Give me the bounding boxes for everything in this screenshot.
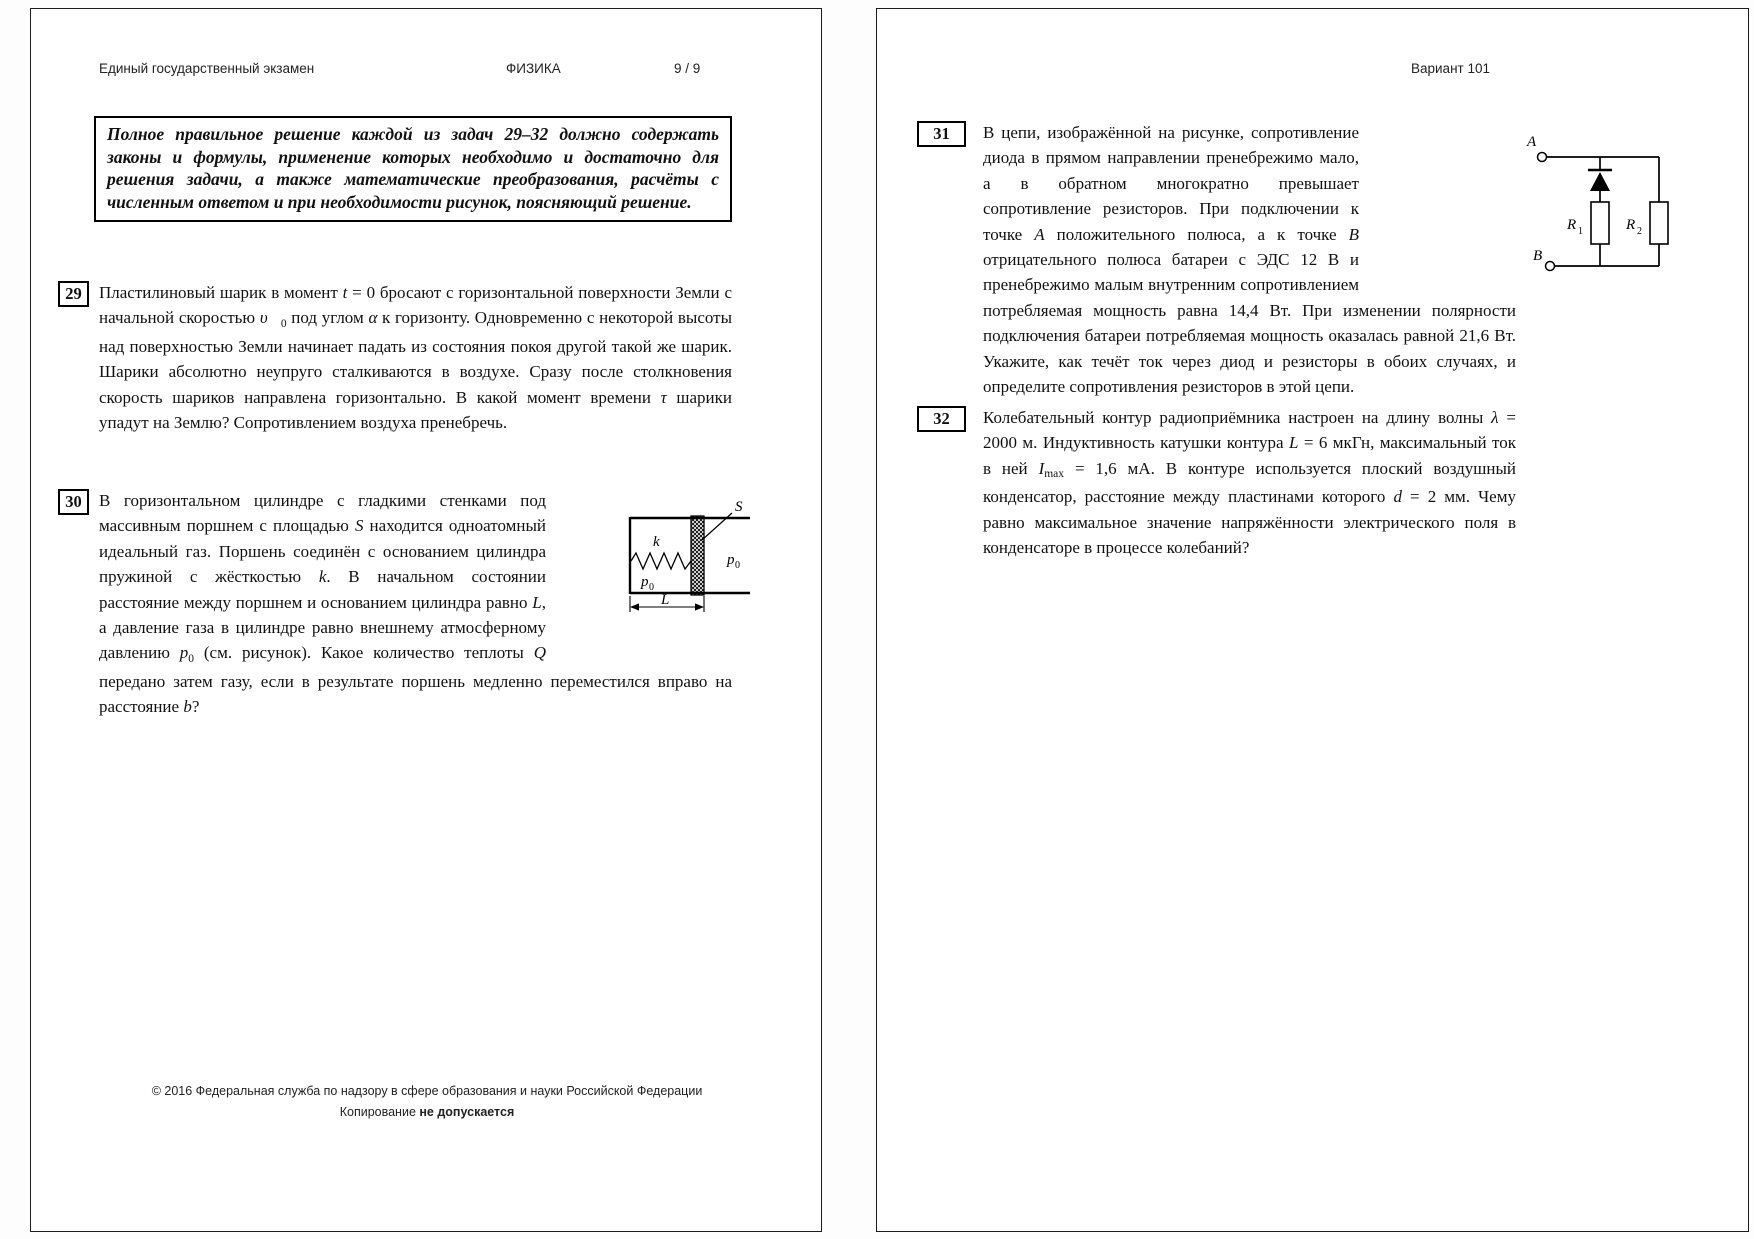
page-footer <box>46 1081 808 1123</box>
figure-31-circuit <box>1359 120 1642 290</box>
piston-icon <box>691 516 704 595</box>
problem-29-text: Пластилиновый шарик в момент t = 0 бросают с горизонтальной поверхности Земли с начальной скоростью $\upsilon⃗_0$ под углом α к горизонту. Одновременно с некоторой высоты над поверхностью Земли начинает падать из состояния покоя другой такой же шарик. Шарики абсолютно неупруго сталкиваются в воздухе. Сразу после столкновения скорость шариков направлена горизонтально. В какой момент времени τ шарики упадут на Землю? Сопротивлением воздуха пренебречь. <box>99 283 733 433</box>
problem-32-number: 32 <box>917 406 966 432</box>
header-page-number: 9 / 9 <box>674 61 701 76</box>
figure-30-cylinder <box>546 488 743 658</box>
footer-copy-notice <box>46 1102 808 1123</box>
header-subject: ФИЗИКА <box>506 61 561 76</box>
spring-icon <box>631 553 691 569</box>
gas-pressure-sub: 0 <box>649 582 654 593</box>
header-exam-name: Единый государственный экзамен <box>99 61 315 76</box>
resistor-r1-label: R <box>1567 217 1577 233</box>
resistor-r2-icon <box>1650 202 1668 244</box>
page-right <box>876 8 1749 1232</box>
length-label: L <box>661 592 670 608</box>
footer-copy-bold: не допускается <box>419 1105 515 1119</box>
problem-30-number: 30 <box>58 489 89 515</box>
gas-pressure-label: p <box>641 574 649 590</box>
footer-copyright: © 2016 Федеральная служба по надзору в сфере образования и науки Российской Федерации <box>151 1084 703 1098</box>
piston-area-label: S <box>735 499 743 515</box>
problem-31 <box>933 120 1642 399</box>
outside-pressure-sub: 0 <box>735 560 740 571</box>
problem-29 <box>65 280 733 435</box>
problem-29-number: 29 <box>58 281 89 307</box>
spring-stiffness-label: k <box>653 534 660 550</box>
header-variant: Вариант 101 <box>1411 61 1490 76</box>
terminal-a <box>1538 153 1547 162</box>
arrowhead-left <box>630 603 639 610</box>
problem-30 <box>65 488 743 720</box>
resistor-r2-sub: 2 <box>1637 226 1642 237</box>
terminal-b-label: B <box>1533 248 1543 264</box>
problem-32 <box>933 405 1517 560</box>
diode-resistor-circuit <box>1523 130 1673 274</box>
problem-32-text: Колебательный контур радиоприёмника настроен на длину волны λ = 2000 м. Индуктивность катушки контура L = 6 мкГн, максимальный ток в ней $I_{max} = 1,6$ мА. В контуре используется плоский воздушный конденсатор, расстояние между пластинами которого d = 2 мм. Чему равно максимальное значение напряжённости электрического поля в конденсаторе в процессе колебаний? <box>983 408 1517 558</box>
page-left <box>30 8 822 1232</box>
problem-31-text: В цепи, изображённой на рисунке, сопротивление диода в прямом направлении пренебрежимо мало, а в обратном многократно превышает сопротивление резисторов. При подключении к точке A положительного полюса, а к точке B отрицательного полюса батареи с ЭДС 12 В и пренебрежимо малым внутренним сопротивлением потребляемая мощность равна 14,4 Вт. При изменении полярности подключения батареи потребляемая мощность оказалась равной 21,6 Вт. Укажите, как течёт ток через диод и резисторы в обоих случаях, и определите сопротивления резисторов в этой цепи. <box>983 123 1516 397</box>
terminal-a-label: A <box>1527 134 1537 150</box>
footer-copy-normal: Копирование <box>339 1105 420 1119</box>
resistor-r2-label: R <box>1626 217 1636 233</box>
diode-icon <box>1590 172 1610 191</box>
cylinder-piston-figure <box>629 496 764 634</box>
resistor-r1-sub: 1 <box>1578 226 1583 237</box>
resistor-r1-icon <box>1591 202 1609 244</box>
problem-30-text: В горизонтальном цилиндре с гладкими стенками под массивным поршнем с площадью S находится одноатомный идеальный газ. Поршень соединён с основанием цилиндра пружиной с жёсткостью k. В начальном состоянии расстояние между поршнем и основанием цилиндра равно L, а давление газа в цилиндре равно внешнему атмосферному давлению $p_0$ (см. рисунок). Какое количество теплоты Q передано затем газу, если в результате поршень медленно переместился вправо на расстояние b? <box>99 491 732 717</box>
instruction-box: Полное правильное решение каждой из задач 29–32 должно содержать законы и формулы, применение которых необходимо и достаточно для решения задачи, а также математические преобразования, расчёты с численным ответом и при необходимости рисунок, поясняющий решение. <box>94 116 732 222</box>
terminal-b <box>1546 262 1555 271</box>
outside-pressure-label: p <box>727 552 735 568</box>
arrowhead-right <box>695 603 704 610</box>
problem-31-number: 31 <box>917 121 966 147</box>
